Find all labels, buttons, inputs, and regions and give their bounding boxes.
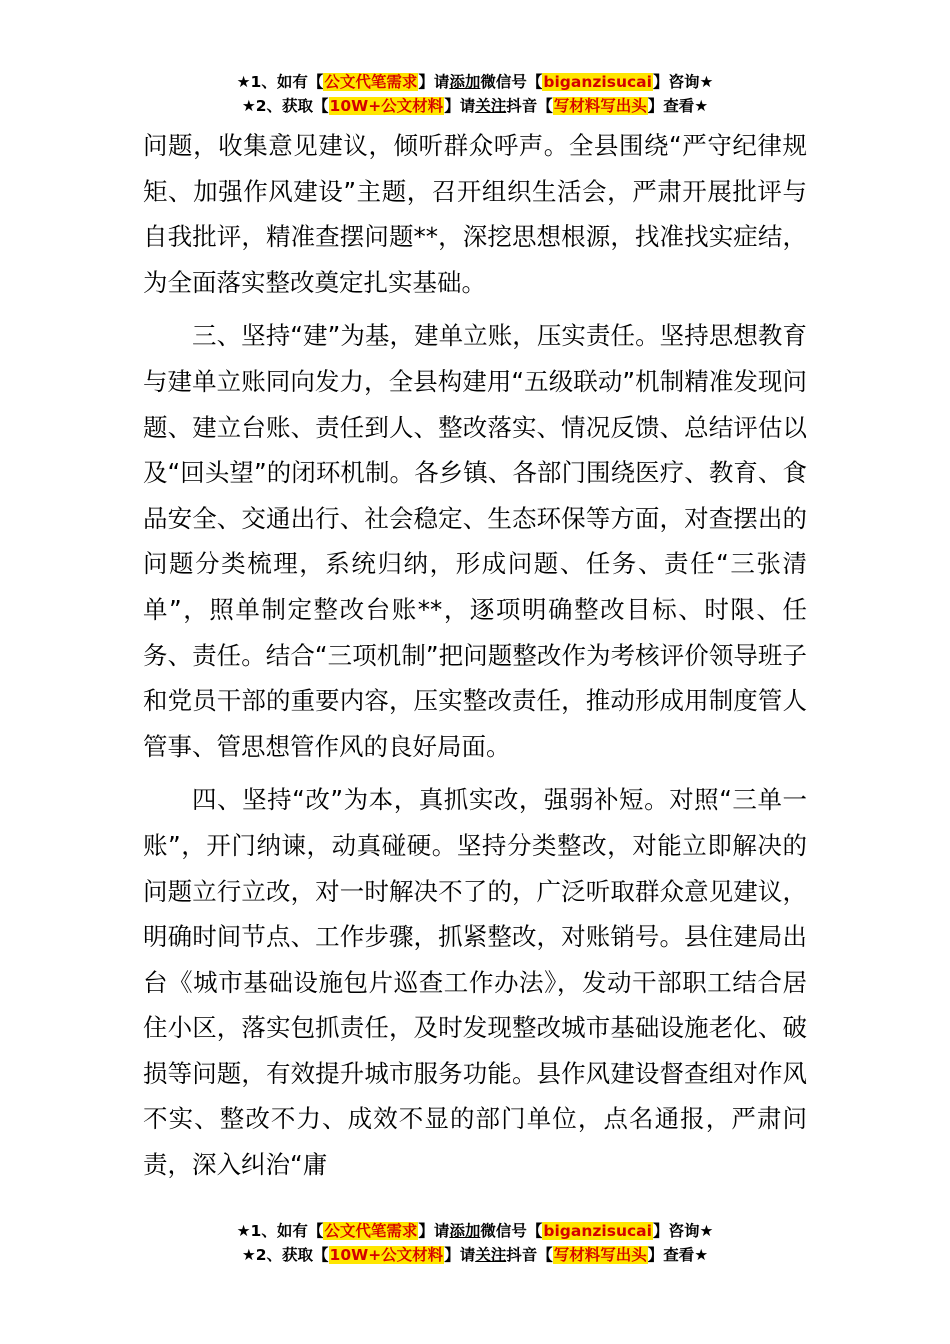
highlight-douyin: 写材料写出头 xyxy=(553,1246,647,1264)
highlight-wechat-id: biganzisucai xyxy=(543,73,652,91)
footer-banner xyxy=(0,1219,950,1267)
highlight-materials: 10W+公文材料 xyxy=(329,1246,444,1264)
highlight-materials: 10W+公文材料 xyxy=(329,97,444,115)
banner-line-2: ★2、获取【10W+公文材料】请关注抖音【写材料写出头】查看★ xyxy=(241,1246,709,1264)
document-body xyxy=(143,123,807,1196)
banner-line-2: ★2、获取【10W+公文材料】请关注抖音【写材料写出头】查看★ xyxy=(241,97,709,115)
header-banner xyxy=(0,70,950,118)
paragraph-section-3: 三、坚持“建”为基，建单立账，压实责任。坚持思想教育与建单立账同向发力，全县构建用“五级联动”机制精准发现问题、建立台账、责任到人、整改落实、情况反馈、总结评估以及“回头望”的闭环机制。各乡镇、各部门围绕医疗、教育、食品安全、交通出行、社会稳定、生态环保等方面，对查摆出的问题分类梳理，系统归纳，形成问题、任务、责任“三张清单”，照单制定整改台账**，逐项明确整改目标、时限、任务、责任。结合“三项机制”把问题整改作为考核评价领导班子和党员干部的重要内容，压实整改责任，推动形成用制度管人管事、管思想管作风的良好局面。 xyxy=(143,321,807,761)
highlight-service: 公文代笔需求 xyxy=(324,73,418,91)
banner-line-1: ★1、如有【公文代笔需求】请添加微信号【biganzisucai】咨询★ xyxy=(236,73,714,91)
paragraph-section-4: 四、坚持“改”为本，真抓实改，强弱补短。对照“三单一账”，开门纳谏，动真碰硬。坚持分类整改，对能立即解决的问题立行立改，对一时解决不了的，广泛听取群众意见建议，明确时间节点、工作步骤，抓紧整改，对账销号。县住建局出台《城市基础设施包片巡查工作办法》，发动干部职工结合居住小区，落实包抓责任，及时发现整改城市基础设施老化、破损等问题，有效提升城市服务功能。县作风建设督查组对作风不实、整改不力、成效不显的部门单位，点名通报，严肃问责，深入纠治“庸 xyxy=(143,785,807,1180)
highlight-service: 公文代笔需求 xyxy=(324,1222,418,1240)
highlight-douyin: 写材料写出头 xyxy=(553,97,647,115)
banner-line-1: ★1、如有【公文代笔需求】请添加微信号【biganzisucai】咨询★ xyxy=(236,1222,714,1240)
paragraph-continuation: 问题，收集意见建议，倾听群众呼声。全县围绕“严守纪律规矩、加强作风建设”主题，召开组织生活会，严肃开展批评与自我批评，精准查摆问题**，深挖思想根源，找准找实症结，为全面落实整改奠定扎实基础。 xyxy=(143,131,807,297)
highlight-wechat-id: biganzisucai xyxy=(543,1222,652,1240)
